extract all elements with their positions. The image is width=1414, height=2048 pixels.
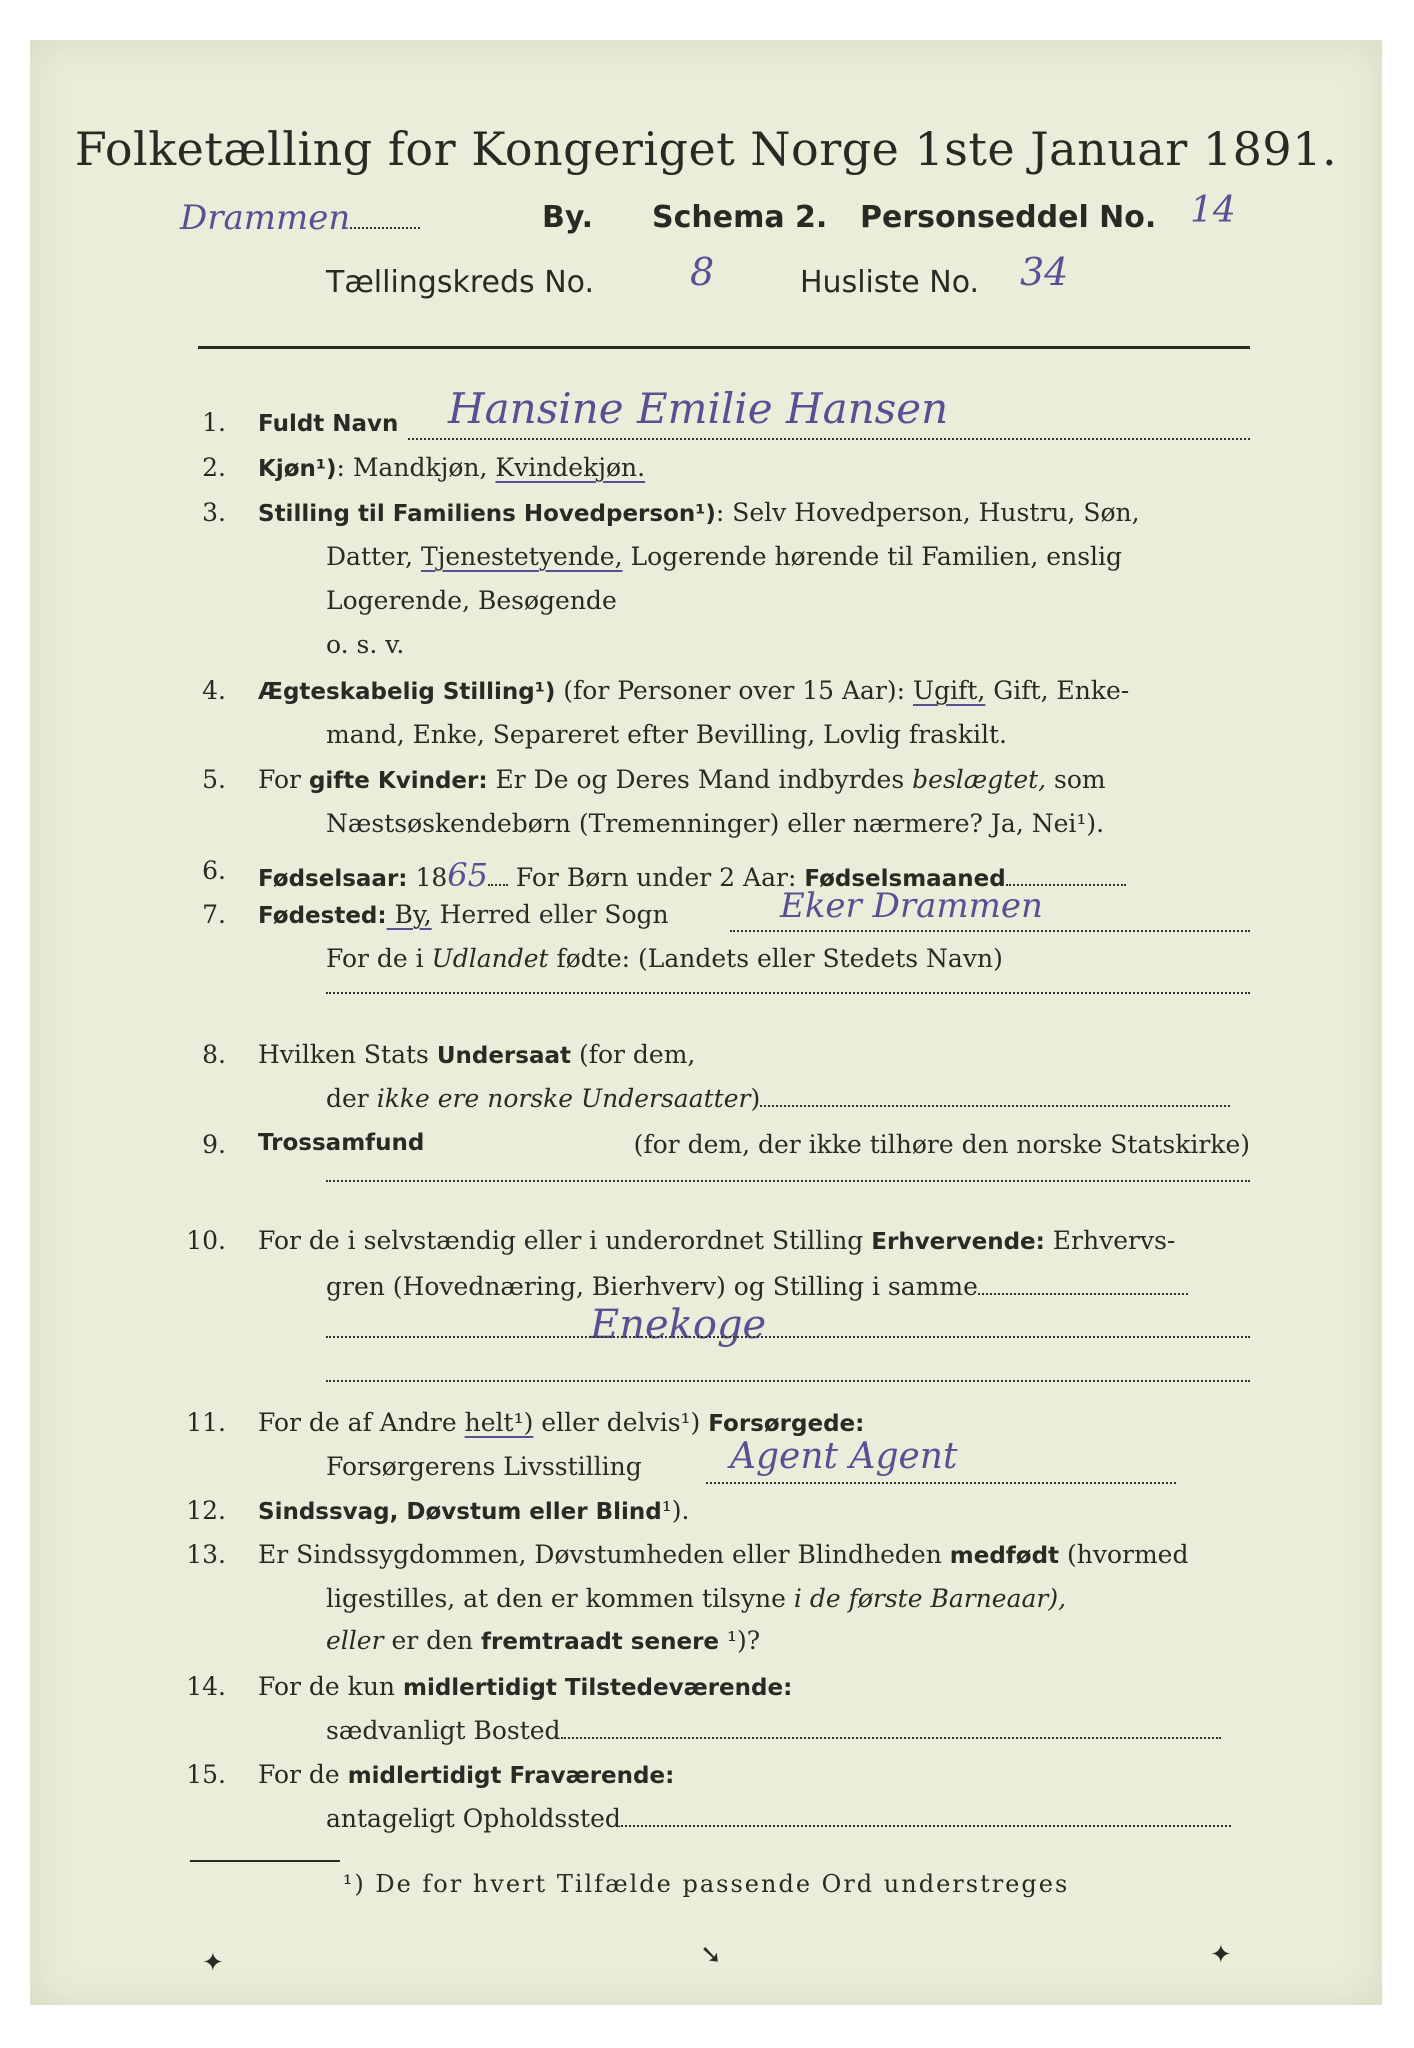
item-number: 10.	[186, 1226, 226, 1255]
header-rule	[198, 346, 1250, 349]
footnote: ¹) De for hvert Tilfælde passende Ord understreges	[342, 1870, 1070, 1898]
form-title: Folketælling for Kongeriget Norge 1ste Januar 1891.	[74, 122, 1338, 176]
taellingskreds-label: Tællingskreds No.	[326, 265, 594, 300]
item-14: For de kun midlertidigt Tilstedeværende:	[258, 1672, 793, 1701]
census-form: Folketælling for Kongeriget Norge 1ste Januar 1891. Drammen By. Schema 2. Personseddel No. 14 Tællingskreds No. 8 Husliste No. 34 1. Fuldt Navn Hansine Emilie Hansen 2. Kjøn¹): Mandkjøn, Kvindekjøn. 3. Stilling til Familiens Hovedperson¹): Selv Hovedperson, Hustru, Søn, Datter, Tjenestetyende, Logerende hørende til Familien, enslig Logerende, Besøgende o. s. v. 4. Ægteskabelig Stilling¹) (for Personer over 15 Aar): Ugift, Gift, Enke- mand, Enke, Separeret efter Bevilling, Lovlig fraskilt. 5. For gifte Kvinder: Er De og Deres Mand indbyrdes beslægtet, som Næstsøskendebørn (Tremenninger) eller nærmere? Ja, Nei¹). 6. Fødselsaar: 1865 For Børn under 2 Aar: Fødselsmaaned 7. Fødested: By, Herred eller Sogn Eker Drammen For de i Udlandet fødte: (Landets eller Stedets Navn) 8. Hvilken Stats Undersaat (for dem, der ikke ere norske Undersaatter) 9. Trossamfund (for dem, der ikke tilhøre den norske Statskirke) 10. For de i selvstændig eller i underordnet Stilling Erhvervende: Erhvervs- gren (Hovednæring, Bierhverv) og Stilling i samme Enekoge 11. For de af Andre helt¹) eller delvis¹) Forsørgede: Forsørgerens Livsstilling Agent Agent 12. Sindssvag, Døvstum eller Blind¹). 13. Er Sindssygdommen, Døvstumheden eller Blindheden medfødt (hvormed ligestilles, at den er kommen tilsyne i de første Barneaar), eller er den fremtraadt senere ¹)? 14. For de kun midlertidigt Tilstedeværende: sædvanligt Bosted 15. For de midlertidigt Fraværende: antageligt Opholdssted ¹) De for hvert Tilfælde passende Ord understreges ✦ ➘ ✦	[30, 40, 1382, 2005]
item-2: Kjøn¹): Mandkjøn, Kvindekjøn.	[258, 453, 646, 482]
item-number: 7.	[202, 900, 226, 929]
full-name-answer: Hansine Emilie Hansen	[448, 384, 949, 433]
item-number: 5.	[202, 765, 226, 794]
item-13: Er Sindssygdommen, Døvstumheden eller Blindheden medfødt (hvormed	[258, 1540, 1189, 1569]
item-number: 8.	[202, 1040, 226, 1069]
item-1: Fuldt Navn	[258, 411, 399, 437]
item-number: 9.	[202, 1130, 226, 1159]
corner-mark-left: ✦	[202, 1948, 224, 1978]
corner-mark-right: ✦	[1210, 1940, 1232, 1970]
item-number: 11.	[186, 1408, 226, 1437]
item-9: Trossamfund (for dem, der ikke tilhøre den norske Statskirke)	[258, 1130, 1250, 1159]
item-5: For gifte Kvinder: Er De og Deres Mand indbyrdes beslægtet, som	[258, 765, 1106, 794]
item-4: Ægteskabelig Stilling¹) (for Personer over 15 Aar): Ugift, Gift, Enke-	[258, 676, 1130, 705]
personseddel-number: 14	[1190, 190, 1236, 231]
occupation-answer: Enekoge	[590, 1302, 767, 1348]
item-number: 2.	[202, 453, 226, 482]
town-handwritten: Drammen	[180, 198, 351, 238]
item-7: Fødested: By, Herred eller Sogn	[258, 900, 669, 929]
item-8: Hvilken Stats Undersaat (for dem,	[258, 1040, 696, 1069]
item-15: For de midlertidigt Fraværende:	[258, 1760, 675, 1789]
item-number: 12.	[186, 1496, 226, 1525]
item-number: 3.	[202, 498, 226, 527]
birthplace-answer: Eker Drammen	[780, 886, 1043, 926]
husliste-number: 34	[1020, 250, 1069, 294]
taellingskreds-number: 8	[690, 250, 715, 294]
item-number: 15.	[186, 1760, 226, 1789]
item-3: Stilling til Familiens Hovedperson¹): Selv Hovedperson, Hustru, Søn,	[258, 498, 1140, 527]
item-11: For de af Andre helt¹) eller delvis¹) Forsørgede:	[258, 1408, 865, 1437]
item-number: 4.	[202, 676, 226, 705]
item-number: 14.	[186, 1672, 226, 1701]
mark-center: ➘	[700, 1940, 722, 1970]
husliste-label: Husliste No.	[800, 265, 980, 300]
schema-label: Schema 2.	[652, 200, 828, 235]
item-number: 6.	[202, 856, 226, 885]
provider-occupation-answer: Agent Agent	[730, 1436, 958, 1477]
by-label: By.	[542, 200, 594, 235]
personseddel-label: Personseddel No.	[860, 200, 1157, 235]
item-number: 13.	[186, 1540, 226, 1569]
item-10: For de i selvstændig eller i underordnet Stilling Erhvervende: Erhvervs-	[258, 1226, 1176, 1255]
item-12: Sindssvag, Døvstum eller Blind¹).	[258, 1496, 690, 1525]
item-6: Fødselsaar: 1865 For Børn under 2 Aar: Fødselsmaaned	[258, 856, 1126, 894]
item-number: 1.	[202, 408, 226, 437]
footnote-rule	[190, 1860, 340, 1862]
